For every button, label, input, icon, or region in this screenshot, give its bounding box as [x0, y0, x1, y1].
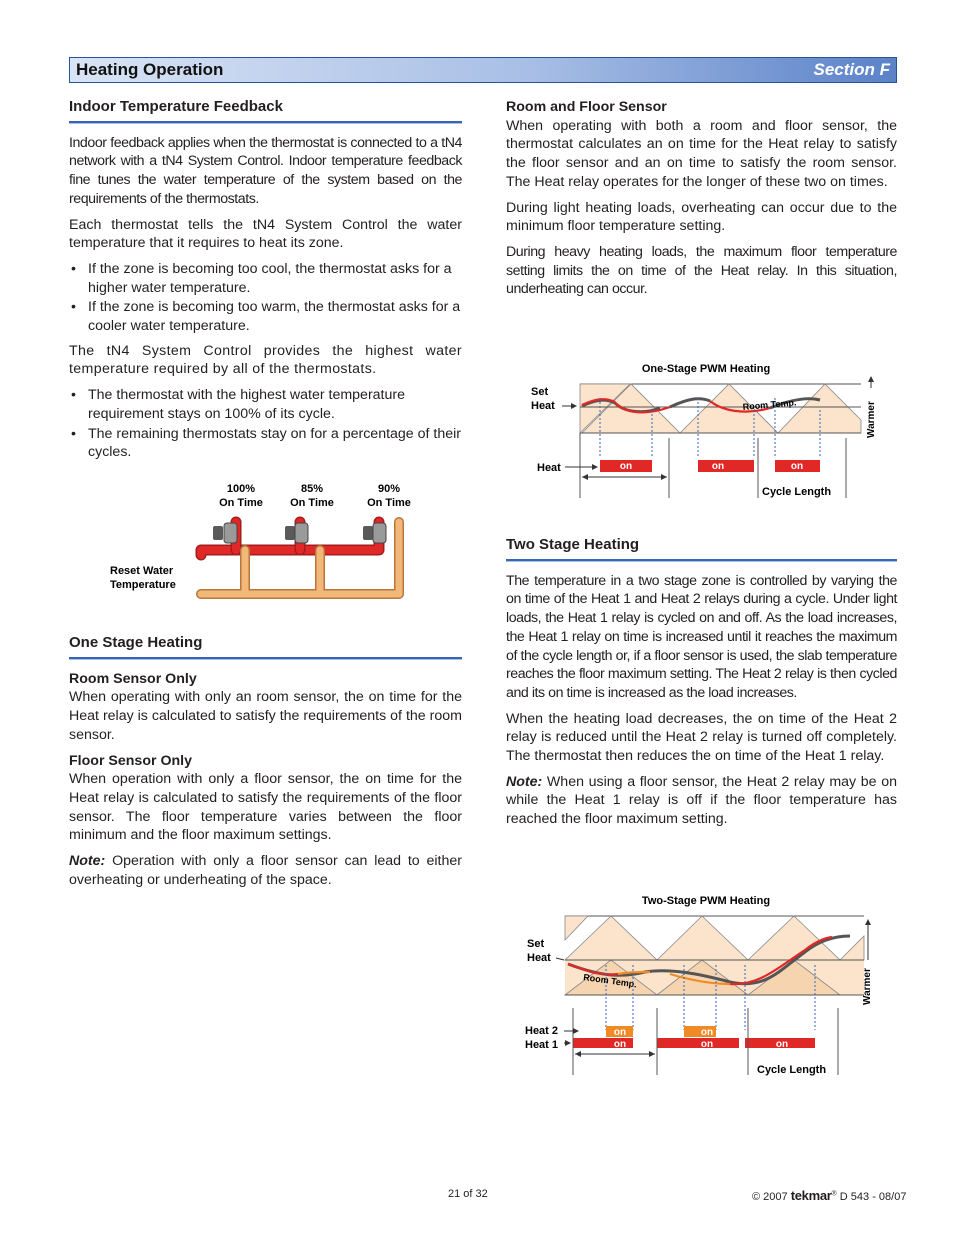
list-item: • If the zone is becoming too cool, the thermostat asks for a higher water temperature. — [88, 260, 462, 297]
page-title: Heating Operation — [76, 60, 224, 79]
room-floor-heading: Room and Floor Sensor — [506, 99, 667, 115]
brand-logo: tekmar — [790, 1188, 832, 1203]
zone1-label: On Time — [219, 497, 263, 509]
copyright — [752, 1188, 906, 1203]
room-temp-label: Room Temp. — [742, 397, 797, 412]
on-label: on — [711, 461, 725, 472]
cycle-length-label: Cycle Length — [757, 1064, 827, 1076]
note-label: Note: — [69, 853, 106, 870]
on-label: on — [619, 461, 633, 472]
one-stage-pwm-diagram — [520, 358, 890, 503]
feedback-paragraph-1: Indoor feedback applies when the thermostat is connected to a tN4 network with a tN4 System Control. Indoor temperature feedback fine tunes the water temperature of the system based on the requirements of the thermostats. — [69, 134, 462, 207]
left-column — [69, 98, 462, 468]
room-temp-label: Room Temp. — [582, 972, 638, 990]
heat2-label: Heat 2 — [525, 1025, 559, 1037]
section-label: Section F — [813, 60, 890, 79]
room-only-heading: Room Sensor Only — [69, 670, 197, 687]
reset-water-label: Reset Water — [110, 565, 174, 577]
on-label: on — [775, 1039, 789, 1050]
heat-relay-label: Heat — [537, 462, 561, 474]
floor-only-paragraph: When operation with only a floor sensor, the on time for the Heat relay is calculated to satisfy the requirements of the floor sensor. The floor temperature varies between the floor minimum and the floor maximum settings. — [69, 771, 462, 844]
list-item: • The remaining thermostats stay on for a percentage of their cycles. — [88, 425, 462, 462]
on-label: on — [700, 1039, 714, 1050]
note-text: Operation with only a floor sensor can lead to either overheating or underheating of the space. — [69, 853, 462, 888]
one-stage-heading: One Stage Heating — [69, 634, 203, 651]
feedback-list-2 — [69, 386, 462, 462]
note-label: Note: — [506, 773, 543, 790]
reset-temperature-label: Temperature — [110, 579, 176, 591]
copyright-year: © 2007 — [752, 1191, 788, 1203]
zone2-percent: 85% — [300, 483, 324, 495]
room-only-paragraph: When operating with only an room sensor, the on time for the Heat relay is calculated to satisfy the requirements of the room sensor. — [69, 689, 462, 743]
on-label: on — [700, 1027, 714, 1038]
heat1-on-bar — [657, 1038, 739, 1048]
section-header-bar — [69, 57, 897, 83]
two-stage-note — [506, 773, 897, 829]
zone-pipe-diagram — [100, 470, 420, 605]
zone2-label: On Time — [290, 497, 334, 509]
on-label: on — [613, 1027, 627, 1038]
feedback-paragraph-2: Each thermostat tells the tN4 System Control the water temperature that it requires to heat its zone. — [69, 216, 462, 252]
set-label: Set — [531, 386, 549, 398]
two-stage-heading: Two Stage Heating — [506, 536, 640, 553]
chart-title: One-Stage PWM Heating — [641, 363, 771, 375]
page-number: 21 of 32 — [448, 1188, 488, 1200]
two-stage-paragraph-1: The temperature in a two stage zone is controlled by varying the on time of the Heat 1 and Heat 2 relays during a cycle. Under light loads, the Heat 1 relay is cycled on and off. As the load increases, the Heat 1 relay on time is increased until it reaches the maximum of the cycle length or, if a floor sensor is used, the slab temperature reaches the floor maximum setting. The Heat 2 relay is then cycled and its on time is increased as the load increases. — [506, 572, 897, 701]
list-item: • The thermostat with the highest water temperature requirement stays on 100% of its cycle. — [88, 386, 462, 423]
list-item: • If the zone is becoming too warm, the thermostat asks for a cooler water temperature. — [88, 298, 462, 335]
registered-mark: ® — [831, 1190, 837, 1198]
heading-rule — [69, 121, 462, 124]
feedback-list-1 — [69, 260, 462, 336]
heading-rule — [506, 559, 897, 562]
two-stage-section — [506, 536, 897, 836]
warmer-label: Warmer — [862, 968, 873, 1005]
zone3-label: On Time — [367, 497, 411, 509]
feedback-paragraph-3: The tN4 System Control provides the highest water temperature required by all of the thermostats. — [69, 342, 462, 378]
floor-only-heading: Floor Sensor Only — [69, 752, 192, 769]
two-stage-pwm-diagram — [520, 890, 890, 1080]
on-label: on — [790, 461, 804, 472]
heat1-label: Heat 1 — [525, 1039, 559, 1051]
document-code: D 543 - 08/07 — [839, 1191, 907, 1203]
note-paragraph — [69, 852, 462, 889]
feedback-heading: Indoor Temperature Feedback — [69, 98, 283, 115]
on-label: on — [613, 1039, 627, 1050]
warmer-label: Warmer — [866, 401, 877, 438]
right-column-top — [506, 98, 897, 306]
two-stage-paragraph-2: When the heating load decreases, the on time of the Heat 2 relay is reduced until the Heat 2 relay is turned off completely. The thermostat then reduces the on time of the Heat 1 relay. — [506, 710, 897, 765]
zone3-percent: 90% — [377, 483, 401, 495]
cycle-length-label: Cycle Length — [762, 486, 832, 498]
room-floor-paragraph-2: During light heating loads, overheating can occur due to the minimum floor temperature setting. — [506, 199, 897, 235]
set-heat-label: Heat — [527, 952, 551, 964]
one-stage-section — [69, 634, 462, 896]
on-bar — [698, 460, 754, 472]
set-label: Set — [527, 938, 545, 950]
room-floor-paragraph-1: When operating with both a room and floor sensor, the thermostat calculates an on time for the Heat relay to satisfy the floor sensor and an on time to satisfy the room sensor. The Heat relay operates for the longer of these two on times. — [506, 117, 897, 190]
zone1-percent: 100% — [226, 483, 256, 495]
note-text: When using a floor sensor, the Heat 2 relay may be on while the Heat 1 relay is off if the floor temperature has reached the floor maximum setting. — [506, 773, 897, 828]
chart-title: Two-Stage PWM Heating — [641, 895, 771, 907]
room-floor-paragraph-3: During heavy heating loads, the maximum floor temperature setting limits the on time of the Heat relay. In this situation, underheating can occur. — [506, 243, 897, 298]
set-heat-label: Heat — [531, 400, 555, 412]
heading-rule — [69, 657, 462, 660]
